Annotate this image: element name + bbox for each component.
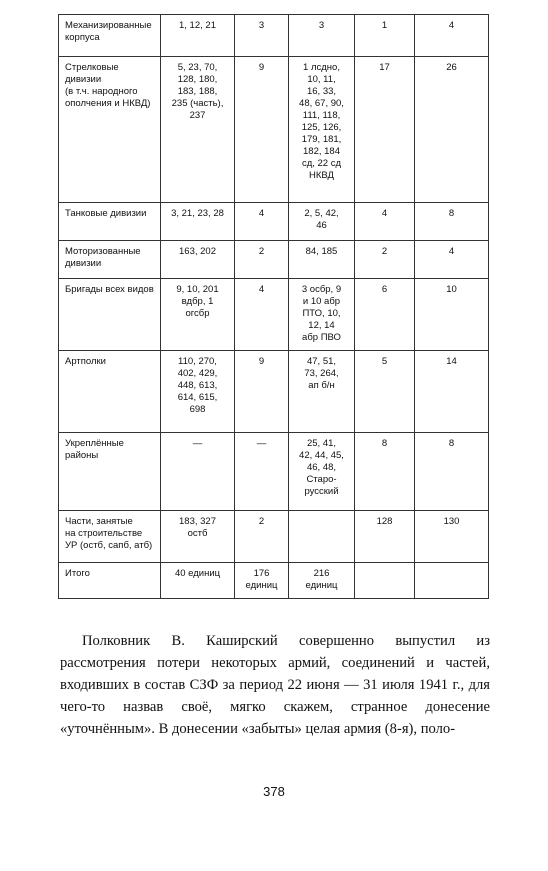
table-cell: 47, 51, 73, 264, ап б/н — [289, 351, 355, 433]
table-cell: 163, 202 — [161, 241, 235, 279]
table-cell: 9, 10, 201 вдбр, 1 огсбр — [161, 279, 235, 351]
table-cell: 1 — [355, 15, 415, 57]
row-label-cell: Стрелковые дивизии (в т.ч. народного ополчения и НКВД) — [59, 57, 161, 203]
page-number: 378 — [263, 784, 285, 799]
row-label-cell: Части, занятые на строительстве УР (остб, сапб, атб) — [59, 511, 161, 563]
table-cell: — — [161, 433, 235, 511]
table-cell: 25, 41, 42, 44, 45, 46, 48, Старо- русский — [289, 433, 355, 511]
table-cell — [415, 563, 489, 599]
row-label-cell: Артполки — [59, 351, 161, 433]
table-row — [59, 203, 489, 241]
table-row — [59, 511, 489, 563]
table-cell: 3, 21, 23, 28 — [161, 203, 235, 241]
table-cell: 128 — [355, 511, 415, 563]
table-row — [59, 279, 489, 351]
table-cell: 17 — [355, 57, 415, 203]
table-cell: 9 — [235, 351, 289, 433]
row-label-cell: Бригады всех видов — [59, 279, 161, 351]
table-row — [59, 57, 489, 203]
table-cell: 3 осбр, 9 и 10 абр ПТО, 10, 12, 14 абр ПВО — [289, 279, 355, 351]
table-cell: 10 — [415, 279, 489, 351]
table-cell: 2 — [355, 241, 415, 279]
row-label-cell: Механизированные корпуса — [59, 15, 161, 57]
table-cell: 2 — [235, 511, 289, 563]
row-label-cell: Моторизованные дивизии — [59, 241, 161, 279]
table-cell: 4 — [235, 203, 289, 241]
table-row — [59, 351, 489, 433]
table-cell — [355, 563, 415, 599]
table-cell: 4 — [415, 15, 489, 57]
table-row — [59, 433, 489, 511]
row-label-cell: Танковые дивизии — [59, 203, 161, 241]
table-cell: 3 — [289, 15, 355, 57]
table-cell: — — [235, 433, 289, 511]
table-cell: 2, 5, 42, 46 — [289, 203, 355, 241]
table-cell: 110, 270, 402, 429, 448, 613, 614, 615, 698 — [161, 351, 235, 433]
row-label-cell: Укреплённые районы — [59, 433, 161, 511]
table-cell: 9 — [235, 57, 289, 203]
table-cell: 6 — [355, 279, 415, 351]
row-label-cell: Итого — [59, 563, 161, 599]
table-cell: 2 — [235, 241, 289, 279]
table-row — [59, 15, 489, 57]
table-cell: 4 — [235, 279, 289, 351]
table-cell: 1, 12, 21 — [161, 15, 235, 57]
table-cell: 40 единиц — [161, 563, 235, 599]
table-cell — [289, 511, 355, 563]
table-cell: 130 — [415, 511, 489, 563]
table-cell: 176 единиц — [235, 563, 289, 599]
table-cell: 8 — [415, 433, 489, 511]
table-cell: 14 — [415, 351, 489, 433]
table-cell: 1 лсдно, 10, 11, 16, 33, 48, 67, 90, 111, 118, 125, 126, 179, 181, 182, 184 сд, 22 сд НКВД — [289, 57, 355, 203]
table-cell: 4 — [415, 241, 489, 279]
table-cell: 4 — [355, 203, 415, 241]
table-body — [59, 15, 489, 599]
table-cell: 8 — [415, 203, 489, 241]
table-row — [59, 563, 489, 599]
table-cell: 183, 327 остб — [161, 511, 235, 563]
table-cell: 3 — [235, 15, 289, 57]
table-cell: 216 единиц — [289, 563, 355, 599]
body-paragraph: Полковник В. Каширский совершенно выпустил из рассмотрения потери некоторых армий, соединений и частей, входивших в состав СЗФ за период 22 июня — 31 июля 1941 г., для чего-то назвав своё, мягко скажем, странное донесение «уточнённым». В донесении «забыты» целая армия (8-я), поло- — [60, 633, 490, 737]
table-row — [59, 241, 489, 279]
table-cell: 5, 23, 70, 128, 180, 183, 188, 235 (часть), 237 — [161, 57, 235, 203]
table-cell: 84, 185 — [289, 241, 355, 279]
table-cell: 8 — [355, 433, 415, 511]
table-cell: 26 — [415, 57, 489, 203]
table-cell: 5 — [355, 351, 415, 433]
data-table — [58, 14, 489, 599]
